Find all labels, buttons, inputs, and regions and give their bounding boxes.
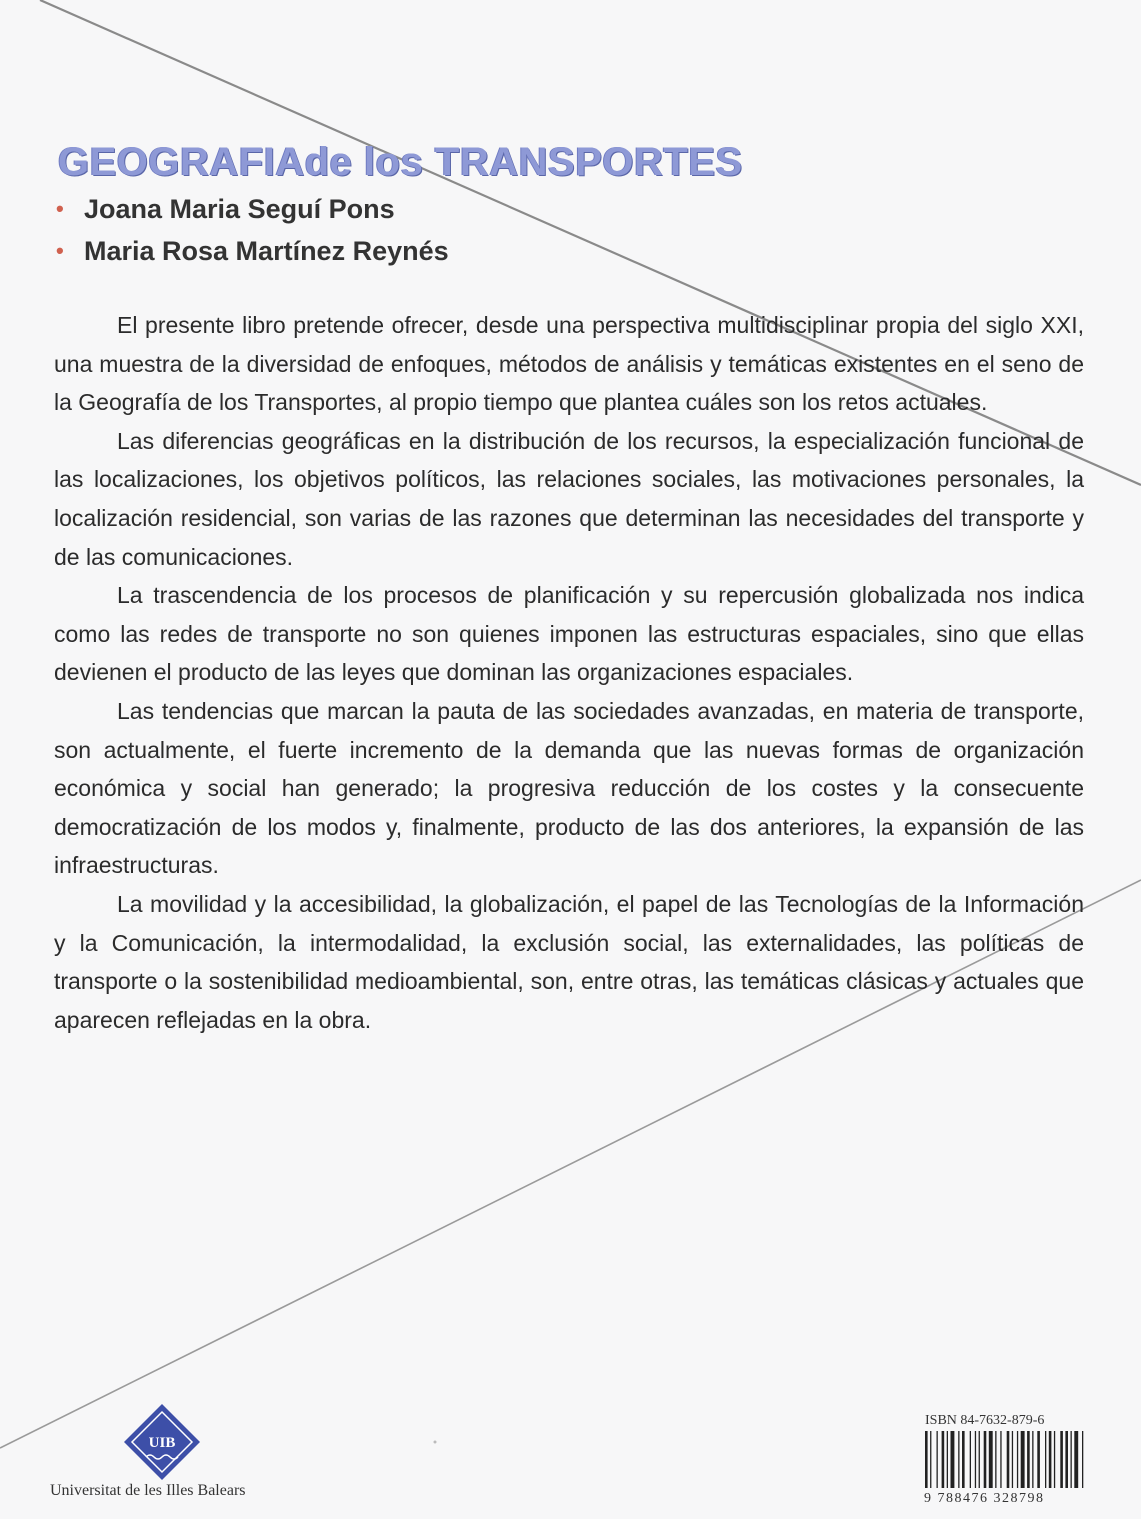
barcode-bar [937,1431,938,1488]
barcode-bar [979,1431,980,1488]
barcode-bar [1045,1431,1046,1488]
author-item [54,230,449,272]
barcode-bar [1060,1431,1063,1488]
barcode-bar [1000,1431,1001,1488]
barcode-bar [947,1431,948,1488]
barcode-bar [962,1431,965,1488]
barcode-bar [942,1431,945,1488]
barcode-digits: 9 788476 328798 [924,1491,1045,1506]
blurb-paragraph: El presente libro pretende ofrecer, desde una perspectiva multidisciplinar propia del siglo XXI, una muestra de la diversidad de enfoques, métodos de análisis y temáticas existentes en el seno de la Geografía de los Transportes, al propio tiempo que plantea cuáles son los retos actuales. [54,312,1084,416]
barcode-bar [1037,1431,1040,1488]
barcode-bar [925,1431,928,1488]
barcode-bar [989,1431,993,1488]
barcode-bar [1032,1431,1033,1488]
book-title: GEOGRAFIAde los TRANSPORTES [58,140,743,184]
blurb [54,306,1084,1039]
barcode-bar [1012,1431,1013,1488]
barcode-bar [930,1431,931,1488]
uib-logo [122,1402,202,1482]
logo-text: UIB [148,1435,176,1451]
isbn-text: ISBN 84-7632-879-6 [925,1413,1045,1428]
speck [434,1441,437,1444]
barcode-bar [1082,1431,1083,1488]
barcode-bar [1027,1431,1030,1488]
author-list [54,188,449,272]
barcode-bar [1074,1431,1078,1488]
blurb-paragraph: Las tendencias que marcan la pauta de las sociedades avanzadas, en materia de transporte, son actualmente, el fuerte incremento de la demanda que las nuevas formas de organización económica y social han generado; la progresiva reducción de los costes y la consecuente democratización de los modos y, finalmente, producto de las dos anteriores, la expansión de las infraestructuras. [54,697,1084,879]
blurb-paragraph: La movilidad y la accesibilidad, la globalización, el papel de las Tecnologías de la Información y la Comunicación, la intermodalidad, la exclusión social, las externalidades, las políticas de transporte o la sostenibilidad medioambiental, son, entre otras, las temáticas clásicas y actuales que aparecen reflejadas en la obra. [54,890,1084,1033]
barcode-bar [984,1431,987,1488]
barcode-bar [951,1431,955,1488]
barcode-bar [1071,1431,1072,1488]
barcode [922,1431,1134,1488]
barcode-bar [1017,1431,1018,1488]
barcode-bar [1054,1431,1055,1488]
author-item [54,188,449,230]
barcode-bar [970,1431,971,1488]
barcode-bar [958,1431,959,1488]
barcode-bar [975,1431,976,1488]
barcode-bar [1049,1431,1052,1488]
bullet-icon: • [56,196,64,221]
barcode-bar [1007,1431,1010,1488]
blurb-paragraph: Las diferencias geográficas en la distribución de los recursos, la especialización funcional de las localizaciones, los objetivos políticos, las relaciones sociales, las motivaciones personales, la localización residencial, son varias de las razones que determinan las necesidades del transporte y de las comunicaciones. [54,427,1084,570]
publisher-name: Universitat de les Illes Balears [50,1482,246,1499]
author-name: Maria Rosa Martínez Reynés [84,236,449,266]
bullet-icon: • [56,238,64,263]
blurb-paragraph: La trascendencia de los procesos de planificación y su repercusión globalizada nos indica como las redes de transporte no son quienes imponen las estructuras espaciales, sino que ellas devienen el producto de las leyes que dominan las organizaciones espaciales. [54,582,1084,686]
barcode-bar [995,1431,996,1488]
author-name: Joana Maria Seguí Pons [84,194,395,224]
barcode-bar [1065,1431,1068,1488]
barcode-bar [1021,1431,1025,1488]
